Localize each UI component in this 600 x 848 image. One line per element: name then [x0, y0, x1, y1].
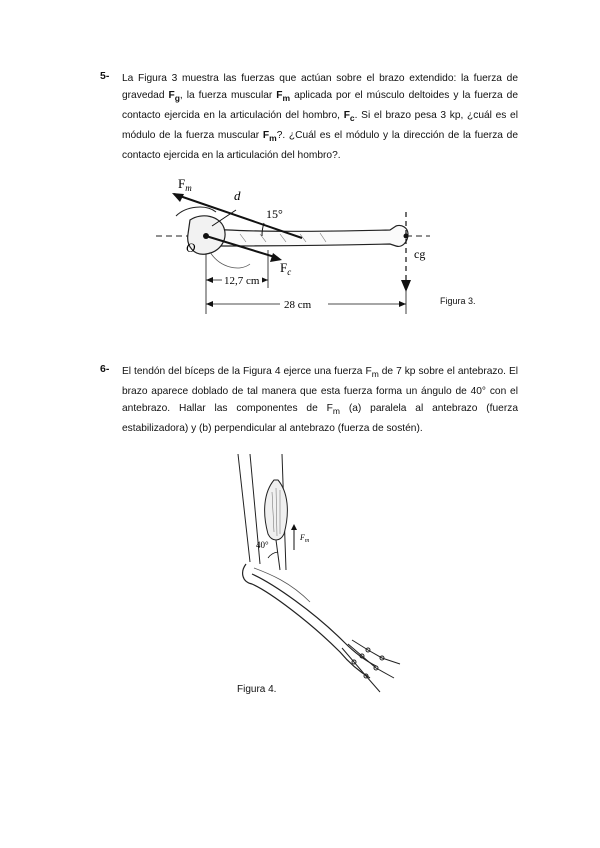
cg-point [404, 234, 409, 239]
figure-4-caption: Figura 4. [237, 684, 277, 695]
label-fm: $F_m$ [178, 176, 192, 193]
figure-3-caption: Figura 3. [440, 296, 476, 306]
pivot-point-o [203, 233, 209, 239]
fm-arrowhead [172, 193, 184, 202]
label-fc: $F_c$ [280, 260, 292, 277]
angle-arc-40 [268, 552, 278, 558]
label-o: O [186, 240, 196, 255]
label-angle-15: 15° [266, 207, 283, 221]
problem-number: 6- [100, 363, 110, 375]
arm-force-diagram [150, 172, 440, 322]
deltoid-outline [210, 252, 250, 268]
label-28cm: 28 cm [284, 299, 312, 311]
humerus-outline-left [238, 454, 250, 562]
problem-number: 5- [100, 70, 110, 82]
label-cg: cg [414, 247, 426, 261]
problem-5 [100, 70, 518, 164]
biceps-tendon [276, 540, 280, 570]
problem-text: La Figura 3 muestra las fuerzas que actúan sobre el brazo extendido: la fuerza de gravedad $F_g$, la fuerza muscular $F_m$ aplicada por el músculo deltoides y la fuerza de contacto ejercida en la articulación del hombro, $F_c$. Si el brazo pesa 3 kp, ¿cuál es el módulo de la fuerza muscular $F_m$?. ¿Cuál es el módulo y la dirección de la fuerza de contacto ejercida en la articulación del hombro?. [122, 73, 519, 162]
figure-4 [230, 452, 405, 702]
forearm-upper-outline [243, 564, 370, 678]
bent-arm-diagram [230, 452, 405, 702]
label-12-7cm: 12,7 cm [224, 275, 260, 287]
figure-3 [150, 172, 440, 322]
problem-6 [100, 363, 518, 437]
scapula-outline [176, 207, 216, 216]
label-angle-40: 40° [256, 540, 269, 550]
problem-text: El tendón del bíceps de la Figura 4 ejerce una fuerza $F_m$ de 7 kp sobre el antebrazo. El brazo aparece doblado de tal manera que esta fuerza forma un ángulo de 40° con el antebrazo. Hallar las componentes de $F_m$ (a) paralela al antebrazo (fuerza estabilizadora) y (b) perpendicular al antebrazo (fuerza de sostén). [122, 366, 519, 435]
label-d: d [234, 188, 241, 203]
label-fm: $F_m$ [300, 533, 310, 544]
fm-arrowhead [291, 524, 297, 530]
